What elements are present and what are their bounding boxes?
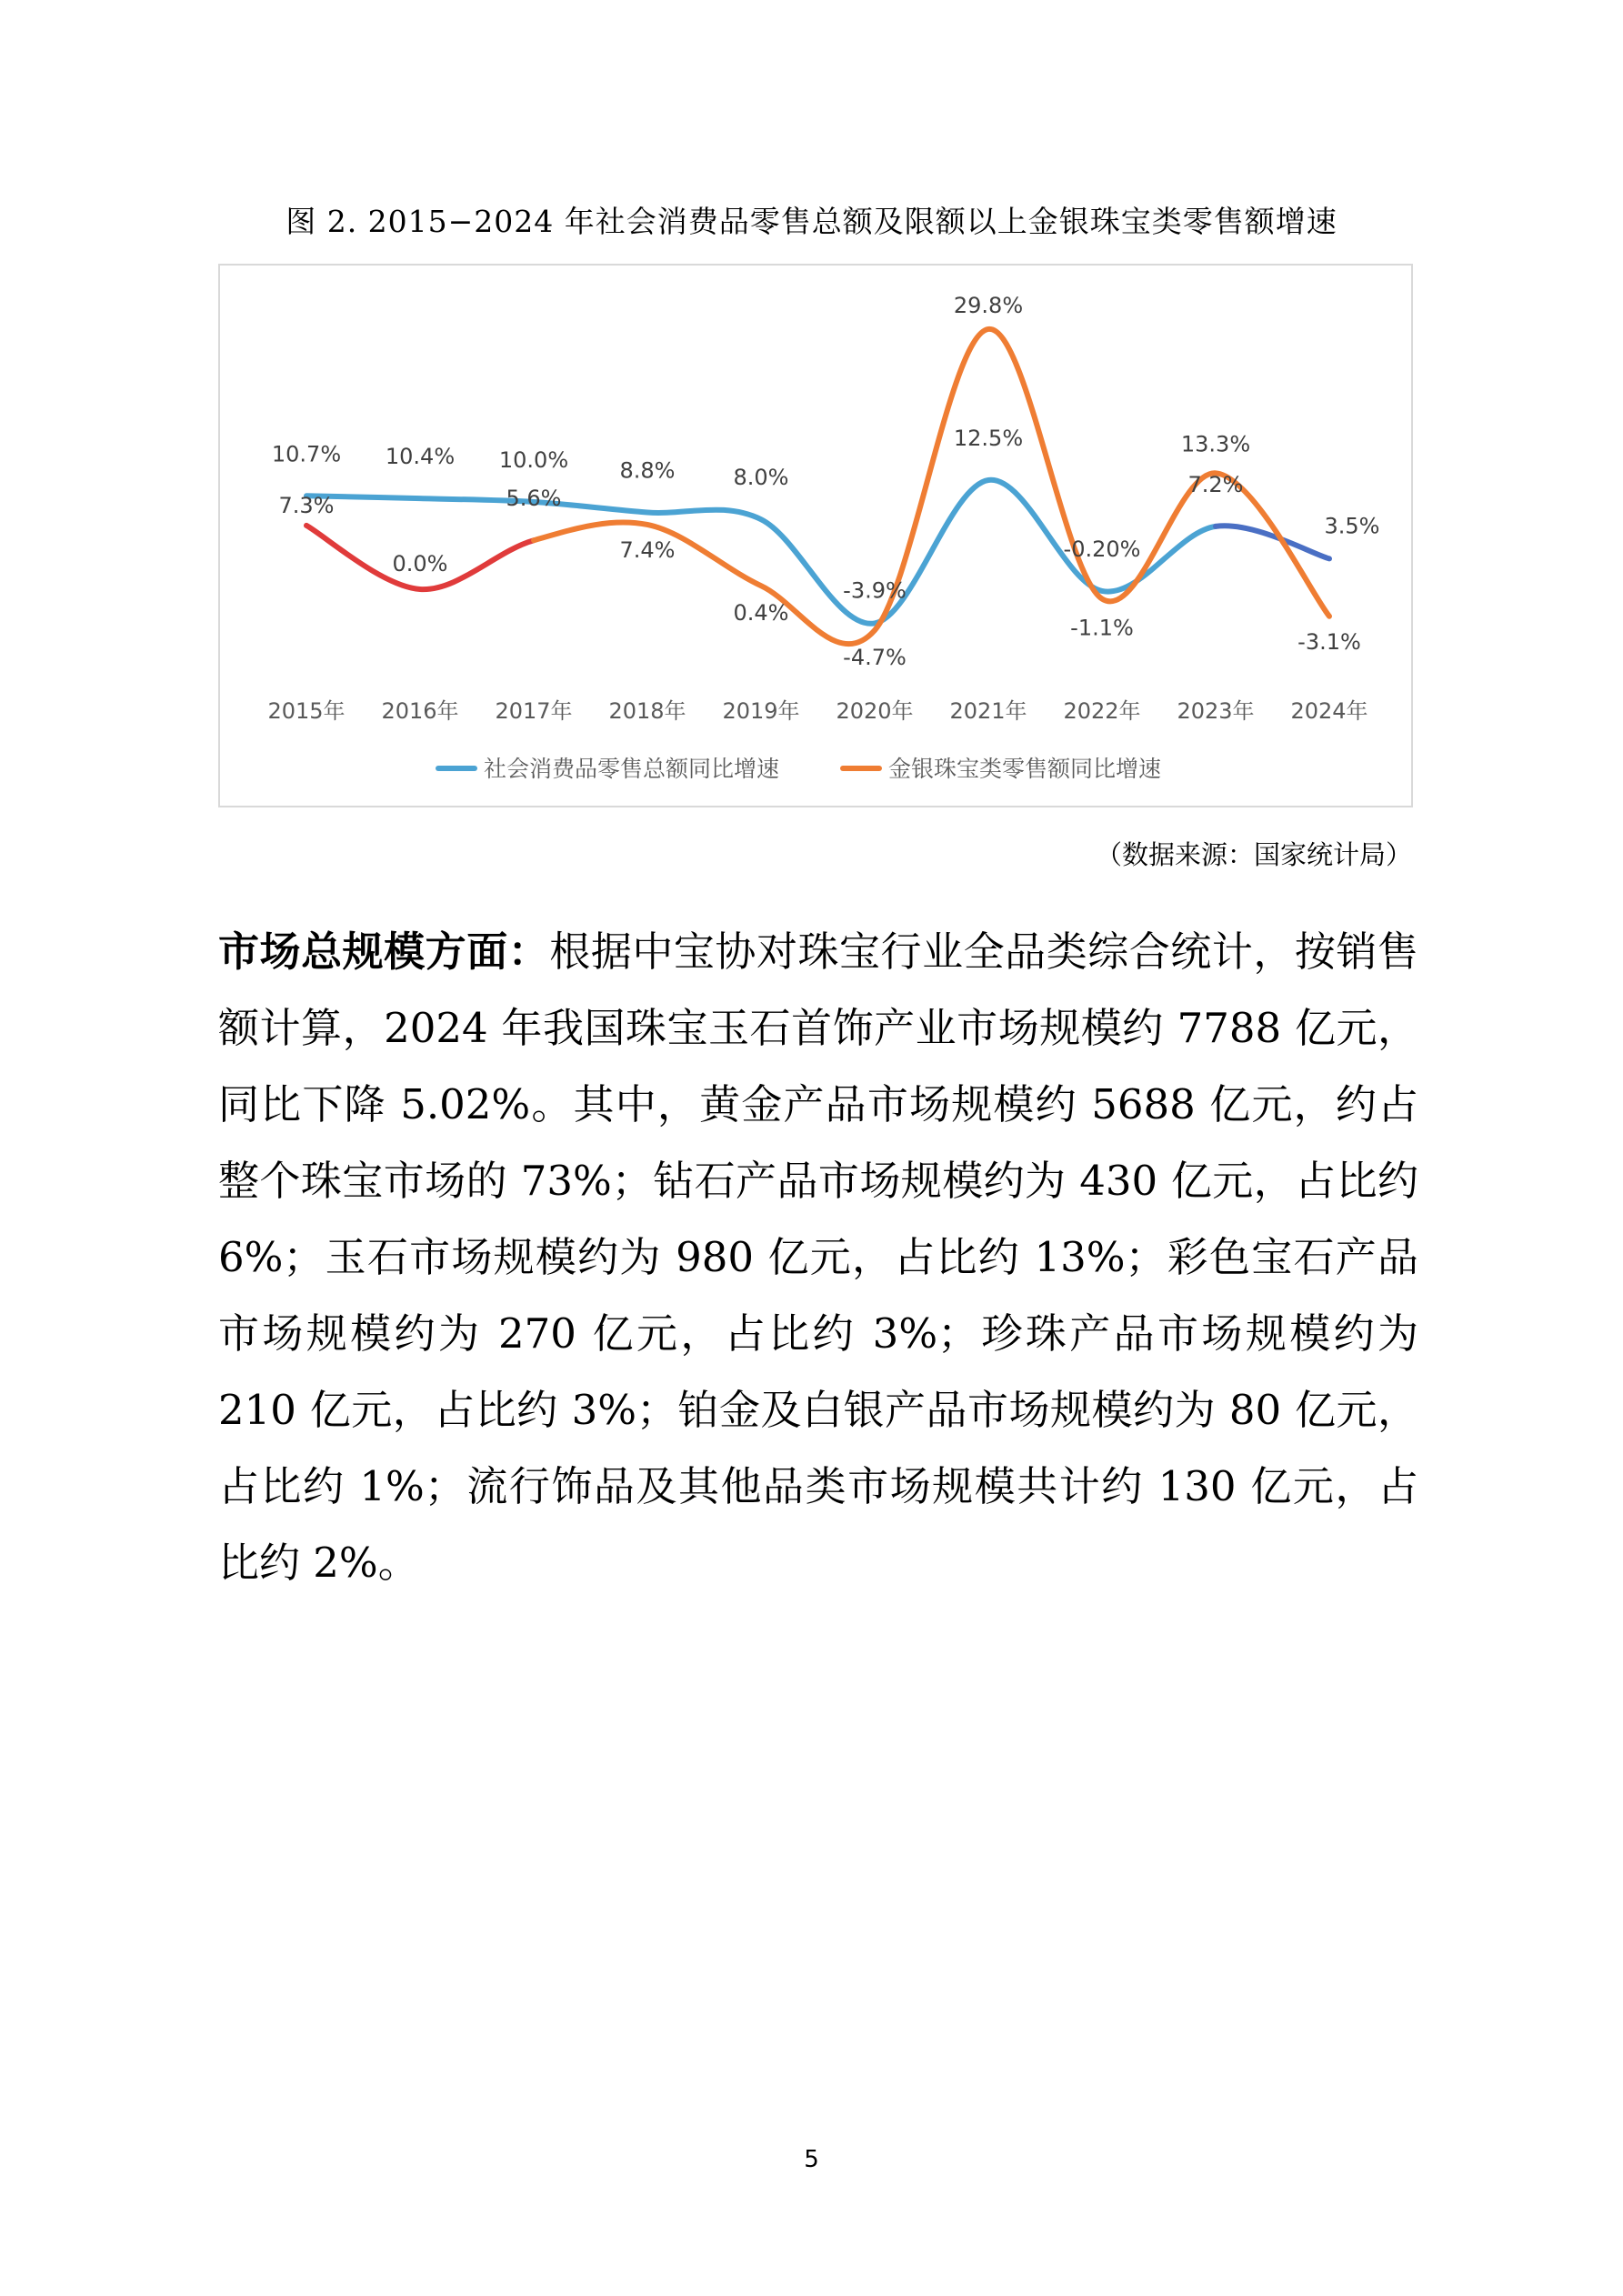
data-label-retail-total: 12.5% — [953, 426, 1024, 451]
page-number: 5 — [804, 2146, 819, 2173]
figure-caption: 图 2. 2015−2024 年社会消费品零售总额及限额以上金银珠宝类零售额增速 — [286, 204, 1337, 239]
data-label-gold-jewelry: -3.1% — [1297, 628, 1361, 655]
data-label-retail-total: 10.0% — [498, 447, 569, 473]
data-label-retail-total: 10.7% — [271, 441, 342, 467]
body-paragraph — [218, 914, 1418, 1601]
chart-frame — [218, 264, 1413, 807]
legend-item-gold-jewelry-label: 金银珠宝类零售额同比增速 — [888, 756, 1162, 782]
paragraph-lead: 市场总规模方面： — [218, 927, 550, 976]
data-label-retail-total: 3.5% — [1324, 513, 1380, 539]
x-tick-label: 2021年 — [949, 698, 1027, 724]
data-label-gold-jewelry: 13.3% — [1180, 431, 1251, 457]
data-label-retail-total: 7.2% — [1187, 471, 1244, 497]
data-label-retail-total: 8.8% — [619, 457, 676, 484]
data-label-gold-jewelry: 7.3% — [278, 492, 335, 518]
x-tick-label: 2016年 — [381, 698, 459, 724]
paragraph-text: 根据中宝协对珠宝行业全品类综合统计，按销售额计算，2024 年我国珠宝玉石首饰产业市场规模约 7788 亿元，同比下降 5.02%。其中，黄金产品市场规模约 5688 亿元，约占整个珠宝市场的 73%；钻石产品市场规模约为 430 亿元，占比约 6%；玉石市场规模约为 980 亿元，占比约 13%；彩色宝石产品市场规模约为 270 亿元，占比约 3%；珍珠产品市场规模约为 210 亿元，占比约 3%；铂金及白银产品市场规模约为 80 亿元，占比约 1%；流行饰品及其他品类市场规模共计约 130 亿元，占比约 2%。 — [218, 927, 1418, 1587]
x-tick-label: 2015年 — [267, 698, 346, 724]
data-label-gold-jewelry: -4.7% — [843, 645, 907, 671]
x-tick-label: 2018年 — [608, 698, 686, 724]
x-tick-label: 2017年 — [495, 698, 573, 724]
legend-item-retail-total-label: 社会消费品零售总额同比增速 — [484, 756, 780, 782]
data-label-retail-total: -0.20% — [1063, 536, 1141, 562]
x-tick-label: 2022年 — [1063, 698, 1141, 724]
data-label-retail-total: 8.0% — [733, 465, 789, 491]
x-tick-label: 2020年 — [836, 698, 914, 724]
x-tick-label: 2023年 — [1177, 698, 1255, 724]
data-label-gold-jewelry: 0.0% — [392, 551, 448, 577]
data-label-gold-jewelry: 29.8% — [953, 292, 1024, 318]
data-label-gold-jewelry: 0.4% — [733, 600, 789, 627]
data-label-gold-jewelry: 7.4% — [619, 536, 676, 563]
x-tick-label: 2019年 — [722, 698, 800, 724]
data-label-gold-jewelry: 5.6% — [506, 486, 562, 512]
source-note: （数据来源：国家统计局） — [1095, 839, 1412, 870]
data-label-retail-total: -3.9% — [843, 577, 907, 604]
line-chart — [220, 266, 1411, 806]
x-tick-label: 2024年 — [1290, 698, 1368, 724]
data-label-retail-total: 10.4% — [385, 444, 456, 470]
data-label-gold-jewelry: -1.1% — [1070, 615, 1134, 641]
